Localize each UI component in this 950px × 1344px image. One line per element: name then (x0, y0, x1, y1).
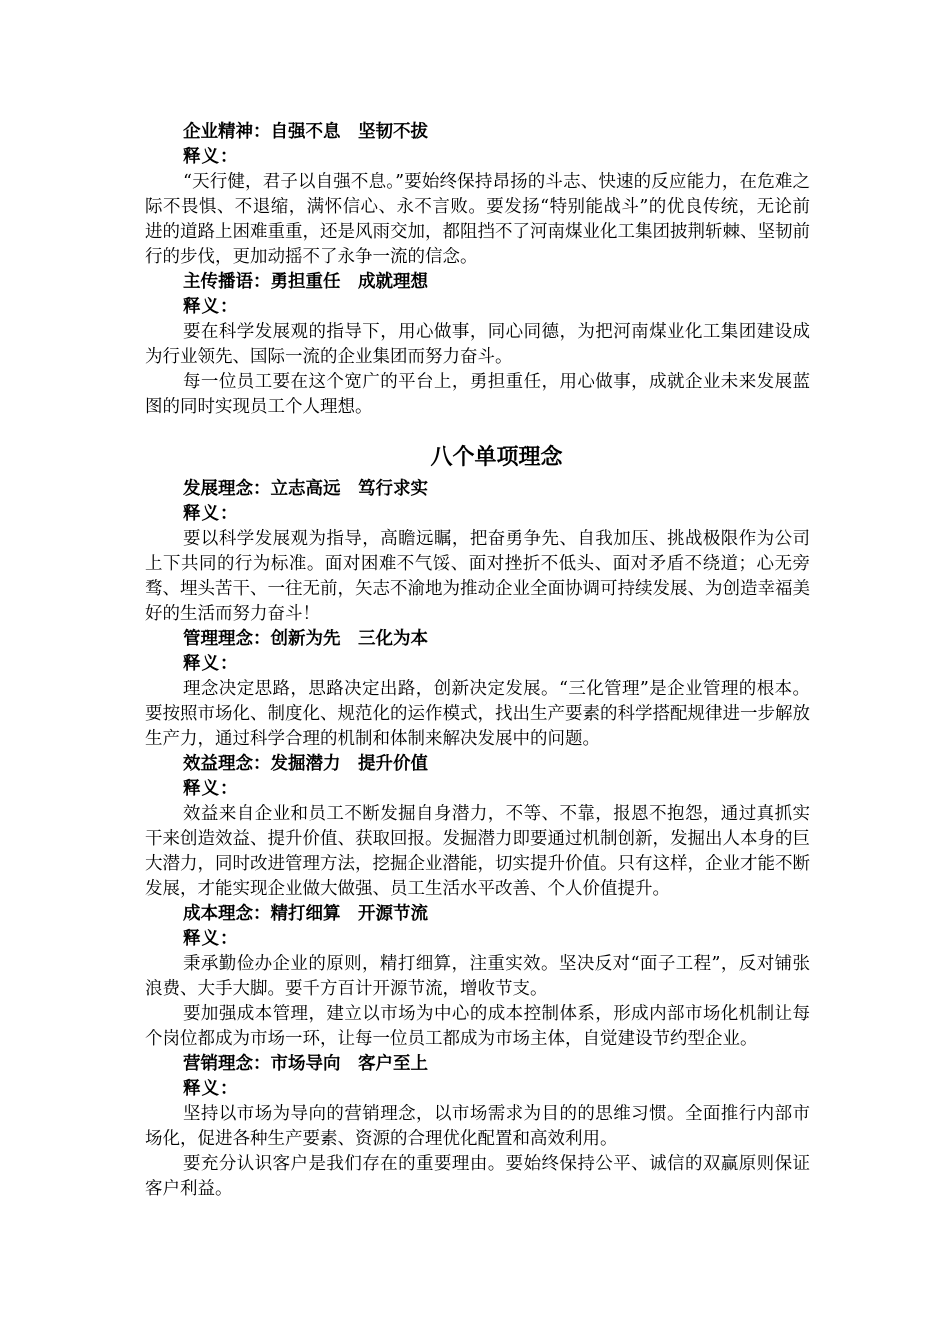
concept-cost (145, 902, 810, 1052)
concept-management (145, 627, 810, 752)
section-main-slogan (145, 270, 810, 420)
section-label: 释义： (183, 297, 239, 317)
section-heading: 企业精神：自强不息 坚韧不拔 (183, 122, 428, 142)
concept-paragraph: 秉承勤俭办企业的原则，精打细算，注重实效。坚决反对“面子工程”，反对铺张浪费、大手大脚。要千方百计开源节流，增收节支。 (145, 954, 810, 999)
section-label: 释义： (183, 147, 239, 167)
document-content (145, 120, 810, 1202)
concept-paragraph: 要加强成本管理，建立以市场为中心的成本控制体系，形成内部市场化机制让每个岗位都成为市场一环，让每一位员工都成为市场主体，自觉建设节约型企业。 (145, 1004, 810, 1049)
concept-heading: 营销理念：市场导向 客户至上 (183, 1054, 428, 1074)
concept-paragraph: 要以科学发展观为指导，高瞻远瞩，把奋勇争先、自我加压、挑战极限作为公司上下共同的行为标准。面对困难不气馁、面对挫折不低头、面对矛盾不绕道；心无旁骛、埋头苦干、一往无前，矢志不渝地为推动企业全面协调可持续发展、为创造幸福美好的生活而努力奋斗！ (145, 529, 810, 624)
section-paragraph: “天行健，君子以自强不息。”要始终保持昂扬的斗志、快速的反应能力，在危难之际不畏惧、不退缩，满怀信心、永不言败。要发扬“特别能战斗”的优良传统，无论前进的道路上困难重重，还是风雨交加，都阻挡不了河南煤业化工集团披荆斩棘、坚韧前行的步伐，更加动摇不了永争一流的信念。 (145, 172, 810, 267)
concept-paragraph: 要充分认识客户是我们存在的重要理由。要始终保持公平、诚信的双赢原则保证客户利益。 (145, 1154, 810, 1199)
section-enterprise-spirit (145, 120, 810, 270)
concept-paragraph: 效益来自企业和员工不断发掘自身潜力，不等、不靠，报恩不抱怨，通过真抓实干来创造效益、提升价值、获取回报。发掘潜力即要通过机制创新，发掘出人本身的巨大潜力，同时改进管理方法，挖掘企业潜能，切实提升价值。只有这样，企业才能不断发展，才能实现企业做大做强、员工生活水平改善、个人价值提升。 (145, 804, 810, 899)
section-paragraph: 每一位员工要在这个宽广的平台上，勇担重任，用心做事，成就企业未来发展蓝图的同时实现员工个人理想。 (145, 372, 810, 417)
concept-benefit (145, 752, 810, 902)
concept-label: 释义： (183, 504, 239, 524)
section-heading: 主传播语：勇担重任 成就理想 (183, 272, 428, 292)
concept-paragraph: 理念决定思路，思路决定出路，创新决定发展。“三化管理”是企业管理的根本。要按照市场化、制度化、规范化的运作模式，找出生产要素的科学搭配规律进一步解放生产力，通过科学合理的机制和体制来解决发展中的问题。 (145, 679, 810, 749)
concept-marketing (145, 1052, 810, 1202)
concept-heading: 管理理念：创新为先 三化为本 (183, 629, 428, 649)
concept-label: 释义： (183, 929, 239, 949)
concept-label: 释义： (183, 1079, 239, 1099)
concept-heading: 发展理念：立志高远 笃行求实 (183, 479, 428, 499)
spacer (145, 420, 810, 437)
section-paragraph: 要在科学发展观的指导下，用心做事，同心同德，为把河南煤业化工集团建设成为行业领先、国际一流的企业集团而努力奋斗。 (145, 322, 810, 367)
concept-label: 释义： (183, 654, 239, 674)
concept-development (145, 477, 810, 627)
concept-paragraph: 坚持以市场为导向的营销理念，以市场需求为目的的思维习惯。全面推行内部市场化，促进各种生产要素、资源的合理优化配置和高效利用。 (145, 1104, 810, 1149)
concept-heading: 成本理念：精打细算 开源节流 (183, 904, 428, 924)
page-title: 八个单项理念 (430, 444, 563, 470)
concept-label: 释义： (183, 779, 239, 799)
concept-heading: 效益理念：发掘潜力 提升价值 (183, 754, 428, 774)
